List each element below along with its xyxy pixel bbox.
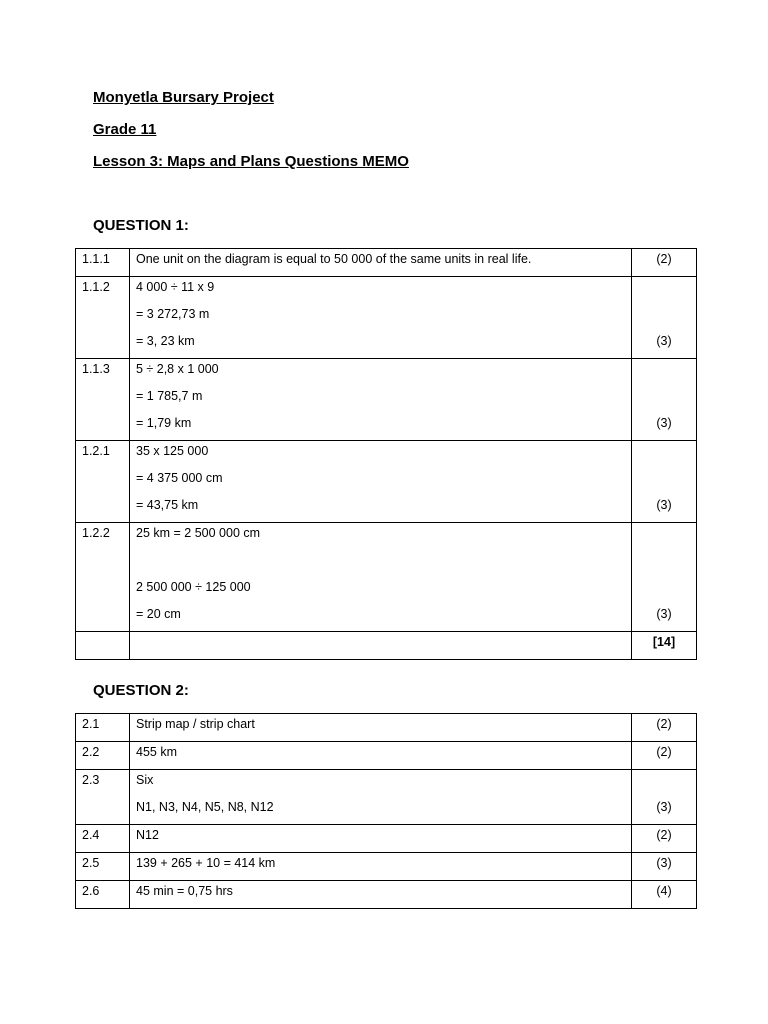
question-number — [76, 523, 130, 632]
question-number-text: 2.3 — [82, 773, 100, 787]
answer-line: = 3, 23 km — [136, 334, 195, 348]
question-1-table-body — [76, 249, 697, 660]
mark-cell — [632, 742, 697, 770]
mark-cell — [632, 714, 697, 742]
question-number-text: 2.4 — [82, 828, 100, 842]
answer-line: = 1 785,7 m — [136, 389, 203, 403]
answer-line: One unit on the diagram is equal to 50 000 of the same units in real life. — [136, 252, 532, 266]
question-number-text: 2.2 — [82, 745, 100, 759]
question-number — [76, 881, 130, 909]
question-1-title: QUESTION 1: — [93, 217, 189, 234]
total-mark: [14] — [652, 635, 676, 649]
mark-value: (2) — [656, 717, 672, 731]
total-empty-answer — [130, 632, 632, 660]
question-number-text: 1.1.2 — [82, 280, 110, 294]
answer-line — [136, 550, 625, 577]
table-row — [76, 441, 697, 523]
mark-value: (3) — [656, 416, 672, 430]
answer-line: 139 + 265 + 10 = 414 km — [136, 856, 276, 870]
table-row — [76, 770, 697, 825]
mark-cell — [632, 523, 697, 632]
mark-value: (3) — [656, 607, 672, 621]
question-number — [76, 853, 130, 881]
question-number-text: 2.6 — [82, 884, 100, 898]
question-number-text: 1.1.3 — [82, 362, 110, 376]
question-number-text: 1.2.1 — [82, 444, 110, 458]
answer-cell — [130, 881, 632, 909]
answer-line: 35 x 125 000 — [136, 444, 209, 458]
answer-cell — [130, 770, 632, 825]
mark-value: (3) — [656, 800, 672, 814]
grade-title: Grade 11 — [93, 121, 157, 138]
answer-line: 5 ÷ 2,8 x 1 000 — [136, 362, 219, 376]
table-row — [76, 277, 697, 359]
total-empty-number — [76, 632, 130, 660]
table-row — [76, 825, 697, 853]
answer-line: = 3 272,73 m — [136, 307, 210, 321]
answer-cell — [130, 714, 632, 742]
mark-value: (3) — [656, 498, 672, 512]
answer-cell — [130, 441, 632, 523]
question-2-table — [75, 713, 697, 909]
mark-cell — [632, 277, 697, 359]
answer-line: = 1,79 km — [136, 416, 192, 430]
mark-cell — [632, 825, 697, 853]
mark-cell — [632, 881, 697, 909]
lesson-title: Lesson 3: Maps and Plans Questions MEMO — [93, 153, 409, 170]
mark-value: (2) — [656, 745, 672, 759]
answer-line: 25 km = 2 500 000 cm — [136, 526, 261, 540]
answer-line: 2 500 000 ÷ 125 000 — [136, 580, 251, 594]
table-row — [76, 853, 697, 881]
table-row — [76, 881, 697, 909]
question-number — [76, 770, 130, 825]
mark-cell — [632, 249, 697, 277]
mark-value: (3) — [656, 856, 672, 870]
question-number — [76, 441, 130, 523]
mark-cell — [632, 770, 697, 825]
answer-line: Six — [136, 773, 154, 787]
table-row — [76, 714, 697, 742]
table-row — [76, 523, 697, 632]
question-1-table — [75, 248, 697, 660]
mark-value: (2) — [656, 252, 672, 266]
answer-cell — [130, 742, 632, 770]
answer-cell — [130, 853, 632, 881]
answer-line: 45 min = 0,75 hrs — [136, 884, 233, 898]
question-number-text: 2.1 — [82, 717, 100, 731]
total-mark-cell — [632, 632, 697, 660]
answer-cell — [130, 359, 632, 441]
total-row — [76, 632, 697, 660]
answer-cell — [130, 825, 632, 853]
table-row — [76, 359, 697, 441]
answer-cell — [130, 249, 632, 277]
answer-line: 4 000 ÷ 11 x 9 — [136, 280, 215, 294]
question-number — [76, 359, 130, 441]
answer-line: = 43,75 km — [136, 498, 199, 512]
mark-value: (3) — [656, 334, 672, 348]
question-number — [76, 714, 130, 742]
answer-line: = 20 cm — [136, 607, 181, 621]
answer-line: N12 — [136, 828, 159, 842]
answer-cell — [130, 523, 632, 632]
question-2-table-body — [76, 714, 697, 909]
mark-cell — [632, 359, 697, 441]
answer-line: Strip map / strip chart — [136, 717, 255, 731]
mark-value: (4) — [656, 884, 672, 898]
question-2-title: QUESTION 2: — [93, 682, 189, 699]
table-row — [76, 742, 697, 770]
answer-cell — [130, 277, 632, 359]
question-number — [76, 742, 130, 770]
mark-cell — [632, 441, 697, 523]
project-title: Monyetla Bursary Project — [93, 89, 274, 106]
question-number-text: 2.5 — [82, 856, 100, 870]
question-number — [76, 277, 130, 359]
question-number — [76, 249, 130, 277]
answer-line: 455 km — [136, 745, 177, 759]
mark-cell — [632, 853, 697, 881]
question-number — [76, 825, 130, 853]
table-row — [76, 249, 697, 277]
answer-line: N1, N3, N4, N5, N8, N12 — [136, 800, 274, 814]
answer-line: = 4 375 000 cm — [136, 471, 223, 485]
question-number-text: 1.1.1 — [82, 252, 110, 266]
question-number-text: 1.2.2 — [82, 526, 110, 540]
mark-value: (2) — [656, 828, 672, 842]
